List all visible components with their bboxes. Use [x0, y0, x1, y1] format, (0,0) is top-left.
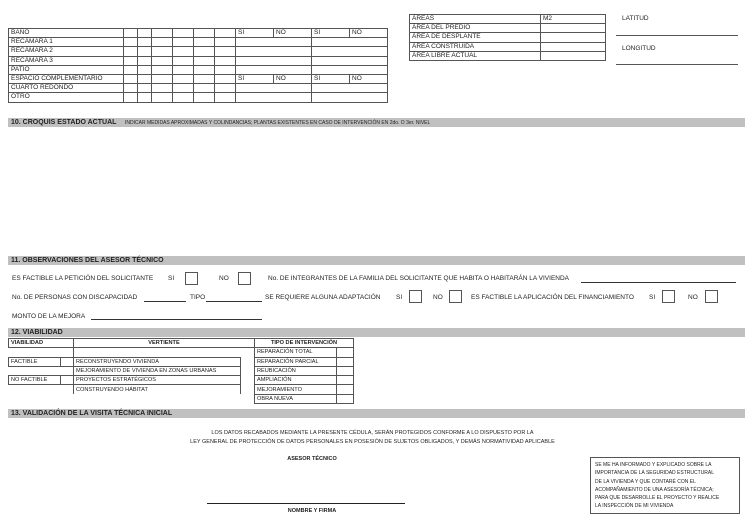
room-cell-input[interactable]: [215, 38, 236, 47]
areas-row: [410, 51, 606, 60]
tipo-input[interactable]: [206, 295, 262, 302]
room-row: [9, 93, 388, 102]
room-cell-input[interactable]: [215, 29, 236, 38]
viabilidad-row: [9, 348, 354, 357]
room-row: [9, 29, 388, 38]
room-cell-input[interactable]: [194, 74, 215, 83]
tipo-label: REUBICACIÓN: [255, 366, 337, 375]
col-viabilidad: VIABILIDAD: [9, 339, 74, 348]
latitude-label: LATITUD: [622, 15, 649, 22]
viabilidad-row: [9, 357, 354, 366]
room-row: [9, 38, 388, 47]
signature-label: NOMBRE Y FIRMA: [287, 508, 337, 514]
room-cell-input[interactable]: [138, 29, 152, 38]
section-10-title: 10. CROQUIS ESTADO ACTUAL: [11, 119, 117, 126]
room-cell-input[interactable]: [124, 93, 138, 102]
vertiente-label: RECONSTRUYENDO VIVIENDA: [74, 357, 241, 366]
areas-header-row: [410, 15, 606, 24]
area-label: ÁREA CONSTRUIDA: [410, 42, 541, 51]
question-integrantes: No. DE INTEGRANTES DE LA FAMILIA DEL SOLICITANTE QUE HABITA O HABITARÁN LA VIVIENDA: [268, 275, 570, 282]
col-tipo-intervencion: TIPO DE INTERVENCIÓN: [255, 339, 354, 348]
room-label: RECÁMARA 1: [9, 38, 124, 47]
room-answer-cell[interactable]: [236, 47, 312, 56]
question-discapacidad: No. DE PERSONAS CON DISCAPACIDAD: [12, 294, 138, 301]
room-answer-cell[interactable]: [236, 56, 312, 65]
consent-line: IMPORTANCIA DE LA SEGURIDAD ESTRUCTURAL: [595, 470, 715, 477]
tipo-label: MEJORAMIENTO: [255, 385, 337, 394]
tipo-checkbox[interactable]: [336, 394, 353, 403]
room-cell-input[interactable]: [215, 84, 236, 93]
section-12-title: 12. VIABILIDAD: [11, 329, 63, 336]
room-cell-input[interactable]: [124, 65, 138, 74]
sketch-area[interactable]: [8, 128, 745, 253]
room-cell-input[interactable]: [194, 38, 215, 47]
room-cell-input[interactable]: [152, 56, 173, 65]
room-label: RECÁMARA 2: [9, 47, 124, 56]
room-answer-cell[interactable]: [236, 93, 312, 102]
room-answer-cell[interactable]: [236, 84, 312, 93]
room-answer-cell[interactable]: [312, 84, 388, 93]
room-answer-cell[interactable]: [236, 38, 312, 47]
discapacidad-input[interactable]: [144, 295, 186, 302]
section-11-title: 11. OBSERVACIONES DEL ASESOR TÉCNICO: [11, 257, 164, 264]
tipo-checkbox[interactable]: [336, 376, 353, 385]
areas-table: [409, 14, 606, 61]
integrantes-input[interactable]: [581, 276, 736, 283]
tipo-label: TIPO: [190, 294, 206, 301]
si-label: SI: [168, 275, 175, 282]
room-cell-input[interactable]: [124, 84, 138, 93]
tipo-label: AMPLIACIÓN: [255, 376, 337, 385]
room-label: PATIO: [9, 65, 124, 74]
factible-no-checkbox[interactable]: [238, 272, 251, 285]
section-13-header: [8, 409, 745, 418]
room-cell-input[interactable]: [124, 56, 138, 65]
room-cell-input[interactable]: [194, 65, 215, 74]
tipo-checkbox[interactable]: [336, 385, 353, 394]
room-label: ESPACIO COMPLEMENTARIO: [9, 74, 124, 83]
area-value-input[interactable]: [541, 24, 606, 33]
no-label: NO: [433, 294, 443, 301]
section-13-title: 13. VALIDACIÓN DE LA VISITA TÉCNICA INICIAL: [11, 410, 173, 417]
room-answer-cell[interactable]: [312, 65, 388, 74]
room-cell-input[interactable]: [124, 47, 138, 56]
room-cell-input[interactable]: [194, 47, 215, 56]
room-cell-input[interactable]: [138, 74, 152, 83]
room-cell-input[interactable]: [215, 93, 236, 102]
viabilidad-table: [8, 338, 354, 404]
room-cell-input[interactable]: [152, 29, 173, 38]
room-label: BAÑO: [9, 29, 124, 38]
area-label: ÁREA LIBRE ACTUAL: [410, 51, 541, 60]
viabilidad-row: [9, 385, 354, 394]
consent-line: LA INSPECCIÓN DE MI VIVIENDA: [595, 503, 674, 510]
si-option[interactable]: SI: [312, 29, 350, 38]
room-row: [9, 65, 388, 74]
room-cell-input[interactable]: [152, 74, 173, 83]
question-financiamiento: ES FACTIBLE LA APLICACIÓN DEL FINANCIAMIENTO: [471, 294, 634, 301]
room-label: RECÁMARA 3: [9, 56, 124, 65]
col-vertiente: VERTIENTE: [74, 339, 255, 348]
room-cell-input[interactable]: [138, 65, 152, 74]
room-cell-input[interactable]: [138, 38, 152, 47]
room-cell-input[interactable]: [124, 29, 138, 38]
room-label: OTRO: [9, 93, 124, 102]
si-option[interactable]: SI: [236, 29, 274, 38]
room-cell-input[interactable]: [194, 93, 215, 102]
consent-line: DE LA VIVIENDA Y QUE CONTARÉ CON EL: [595, 478, 696, 485]
areas-header-label: ÁREAS: [410, 15, 541, 24]
monto-input[interactable]: [91, 313, 262, 320]
room-row: [9, 47, 388, 56]
tipo-label: REPARACIÓN TOTAL: [255, 348, 337, 357]
consent-line: SE ME HA INFORMADO Y EXPLICADO SOBRE LA: [595, 462, 712, 468]
no-label: NO: [688, 294, 698, 301]
room-cell-input[interactable]: [173, 47, 194, 56]
areas-header-m2: M2: [541, 15, 606, 24]
room-cell-input[interactable]: [152, 47, 173, 56]
tipo-checkbox[interactable]: [336, 348, 353, 357]
question-factible: ES FACTIBLE LA PETICIÓN DEL SOLICITANTE: [12, 275, 154, 282]
room-cell-input[interactable]: [173, 29, 194, 38]
vertiente-label: MEJORAMIENTO DE VIVIENDA EN ZONAS URBANAS: [74, 366, 241, 375]
viabilidad-row: [9, 366, 354, 375]
signature-line[interactable]: [207, 503, 405, 504]
room-cell-input[interactable]: [138, 47, 152, 56]
asesor-label: ASESOR TÉCNICO: [287, 456, 337, 462]
viabilidad-row: [9, 376, 354, 385]
areas-row: [410, 24, 606, 33]
room-cell-input[interactable]: [152, 84, 173, 93]
consent-line: PARA QUE DESARROLLE EL PROYECTO Y REALICE: [595, 495, 720, 502]
no-option[interactable]: NO: [350, 29, 388, 38]
room-answer-cell[interactable]: [312, 93, 388, 102]
latitude-input-line[interactable]: [616, 35, 738, 36]
no-label: NO: [219, 275, 229, 282]
room-row: [9, 84, 388, 93]
room-answer-cell[interactable]: [312, 38, 388, 47]
area-value-input[interactable]: [541, 42, 606, 51]
room-row: [9, 56, 388, 65]
tipo-label: REPARACIÓN PARCIAL: [255, 357, 337, 366]
rooms-table: [8, 28, 388, 103]
viabilidad-header-row: [9, 339, 354, 348]
question-adaptacion: SE REQUIERE ALGUNA ADAPTACIÓN: [265, 294, 381, 301]
room-row: [9, 74, 388, 83]
si-option[interactable]: SI: [312, 74, 350, 83]
tipo-checkbox[interactable]: [336, 357, 353, 366]
si-label: SI: [649, 294, 656, 301]
room-cell-input[interactable]: [194, 29, 215, 38]
factible-checkbox[interactable]: [61, 357, 74, 366]
room-cell-input[interactable]: [194, 84, 215, 93]
room-cell-input[interactable]: [138, 93, 152, 102]
si-option[interactable]: SI: [236, 74, 274, 83]
area-value-input[interactable]: [541, 33, 606, 42]
room-answer-cell[interactable]: [236, 65, 312, 74]
si-label: SI: [396, 294, 403, 301]
adaptacion-si-checkbox[interactable]: [409, 290, 422, 303]
room-cell-input[interactable]: [173, 84, 194, 93]
legal-notice-line-2: LEY GENERAL DE PROTECCIÓN DE DATOS PERSONALES EN POSESIÓN DE SUJETOS OBLIGADOS, Y DEMÁS NORMATIVIDAD APLICABLE: [190, 439, 555, 445]
room-cell-input[interactable]: [215, 74, 236, 83]
room-cell-input[interactable]: [173, 38, 194, 47]
areas-row: [410, 42, 606, 51]
room-cell-input[interactable]: [173, 56, 194, 65]
room-cell-input[interactable]: [194, 56, 215, 65]
room-cell-input[interactable]: [152, 38, 173, 47]
vertiente-label: PROYECTOS ESTRATÉGICOS: [74, 376, 241, 385]
section-12-header: [8, 328, 745, 337]
room-cell-input[interactable]: [152, 65, 173, 74]
areas-row: [410, 33, 606, 42]
area-value-input[interactable]: [541, 51, 606, 60]
factible-si-checkbox[interactable]: [185, 272, 198, 285]
adaptacion-no-checkbox[interactable]: [449, 290, 462, 303]
consent-box: [590, 457, 740, 514]
financiamiento-si-checkbox[interactable]: [662, 290, 675, 303]
section-10-subtitle: INDICAR MEDIDAS APROXIMADAS Y COLINDANCIAS; PLANTAS EXISTENTES EN CASO DE INTERVENCIÓN EN 2do. O 3er. NIVEL: [125, 120, 431, 126]
no-option[interactable]: NO: [274, 74, 312, 83]
room-answer-cell[interactable]: [312, 47, 388, 56]
room-cell-input[interactable]: [152, 93, 173, 102]
area-label: ÁREA DEL PREDIO: [410, 24, 541, 33]
room-cell-input[interactable]: [173, 74, 194, 83]
room-cell-input[interactable]: [173, 93, 194, 102]
tipo-checkbox[interactable]: [336, 366, 353, 375]
vertiente-label: CONSTRUYENDO HÁBITAT: [74, 385, 241, 394]
room-cell-input[interactable]: [138, 84, 152, 93]
viabilidad-label: FACTIBLE: [9, 357, 61, 366]
room-cell-input[interactable]: [215, 65, 236, 74]
financiamiento-no-checkbox[interactable]: [705, 290, 718, 303]
room-cell-input[interactable]: [215, 47, 236, 56]
consent-line: ACOMPAÑAMIENTO DE UNA ASESORÍA TÉCNICA;: [595, 486, 714, 493]
room-cell-input[interactable]: [138, 56, 152, 65]
no-option[interactable]: NO: [350, 74, 388, 83]
question-monto: MONTO DE LA MEJORA: [12, 313, 86, 320]
room-cell-input[interactable]: [124, 38, 138, 47]
room-label: CUARTO REDONDO: [9, 84, 124, 93]
room-answer-cell[interactable]: [312, 56, 388, 65]
legal-notice-line-1: LOS DATOS RECABADOS MEDIANTE LA PRESENTE CÉDULA, SERÁN PROTEGIDOS CONFORME A LO DISPUESTO POR LA: [211, 430, 534, 436]
viabilidad-row: [9, 394, 354, 403]
section-10-header: [8, 118, 745, 127]
tipo-label: OBRA NUEVA: [255, 394, 337, 403]
room-cell-input[interactable]: [215, 56, 236, 65]
viabilidad-label: NO FACTIBLE: [9, 376, 61, 385]
no-factible-checkbox[interactable]: [61, 376, 74, 385]
longitude-label: LONGITUD: [622, 45, 656, 52]
longitude-input-line[interactable]: [616, 64, 738, 65]
section-11-header: [8, 256, 745, 265]
room-cell-input[interactable]: [124, 74, 138, 83]
room-cell-input[interactable]: [173, 65, 194, 74]
area-label: ÁREA DE DESPLANTE: [410, 33, 541, 42]
no-option[interactable]: NO: [274, 29, 312, 38]
